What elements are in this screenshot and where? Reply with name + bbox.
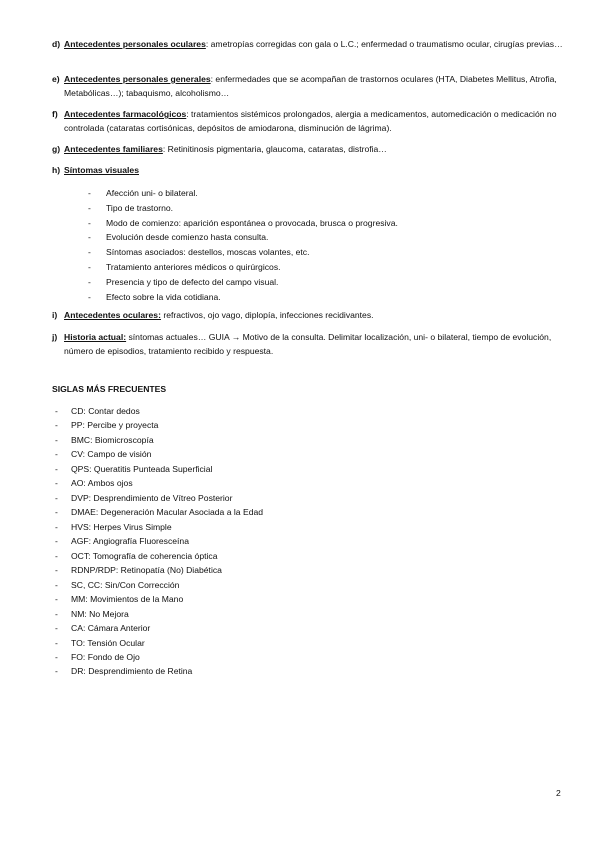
bullet-dash: - <box>55 521 58 532</box>
list-item <box>55 433 455 447</box>
item-current-history <box>52 330 572 358</box>
list-item <box>55 520 455 534</box>
list-item <box>55 462 455 476</box>
item-personal-ocular-history <box>52 37 572 51</box>
list-item <box>88 290 528 305</box>
item-text: : Retinitinosis pigmentaria, glaucoma, cataratas, distrofia… <box>162 144 387 154</box>
item-ocular-history <box>52 308 572 322</box>
list-item <box>88 275 528 290</box>
list-item <box>55 607 455 621</box>
item-title: Antecedentes personales oculares <box>64 39 206 49</box>
bullet-dash: - <box>55 651 58 662</box>
list-item <box>55 650 455 664</box>
list-item <box>55 534 455 548</box>
list-item-text: Síntomas asociados: destellos, moscas volantes, etc. <box>106 247 310 258</box>
bullet-dash: - <box>55 623 58 634</box>
abbreviation-text: DMAE: Degeneración Macular Asociada a la Edad <box>71 507 264 518</box>
item-letter: d) <box>52 39 61 49</box>
list-item-text: Tipo de trastorno. <box>106 202 174 213</box>
bullet-dash: - <box>55 406 58 416</box>
item-personal-general-history <box>52 72 572 100</box>
abbreviation-text: RDNP/RDP: Retinopatía (No) Diabética <box>71 565 222 576</box>
bullet-dash: - <box>55 594 58 605</box>
item-letter: g) <box>52 144 61 154</box>
bullet-dash: - <box>55 478 58 489</box>
list-item-text: Afección uni- o bilateral. <box>106 188 198 198</box>
item-letter: e) <box>52 74 60 84</box>
item-text: : tratamientos sistémicos prolongados, alergia a medicamentos, automedicación o medicación no controlada (cataratas cortisónicas, depósitos de amiodarona, disminución de lágrima). <box>64 109 557 133</box>
item-title: Antecedentes farmacológicos <box>64 109 187 119</box>
bullet-dash: - <box>55 608 58 619</box>
item-letter: f) <box>52 109 58 119</box>
item-text: refractivos, ojo vago, diplopía, infecciones recidivantes. <box>160 310 374 320</box>
abbreviation-text: NM: No Mejora <box>71 608 129 619</box>
list-item <box>55 636 455 650</box>
abbreviation-text: SC, CC: Sin/Con Corrección <box>71 579 180 590</box>
bullet-dash: - <box>55 449 58 460</box>
list-item <box>88 186 528 201</box>
item-text: síntomas actuales… GUIA → Motivo de la consulta. Delimitar localización, uni- o bilateral, tiempo de evolución, número de episodios, tratamiento recibido y respuesta. <box>64 332 552 356</box>
item-text: : enfermedades que se acompañan de trastornos oculares (HTA, Diabetes Mellitus, Atrofia, Metabólicas…); tabaquismo, alcoholismo… <box>64 74 557 98</box>
item-title: Antecedentes personales generales <box>64 74 211 84</box>
bullet-dash: - <box>55 492 58 503</box>
bullet-dash: - <box>55 579 58 590</box>
list-item <box>55 549 455 563</box>
abbreviation-text: DR: Desprendimiento de Retina <box>71 666 193 677</box>
list-item <box>88 260 528 275</box>
abbreviation-text: MM: Movimientos de la Mano <box>71 594 184 605</box>
item-title: Antecedentes oculares: <box>64 310 161 320</box>
abbreviation-text: AO: Ambos ojos <box>71 478 133 489</box>
list-item <box>55 578 455 592</box>
page-number: 2 <box>556 788 561 798</box>
abbreviation-text: CD: Contar dedos <box>71 406 140 416</box>
list-item-text: Modo de comienzo: aparición espontánea o provocada, brusca o progresiva. <box>106 217 398 228</box>
item-title: Historia actual: <box>64 332 127 342</box>
abbreviation-text: BMC: Biomicroscopía <box>71 434 154 445</box>
bullet-dash: - <box>55 507 58 518</box>
list-item <box>55 476 455 490</box>
list-item-text: Efecto sobre la vida cotidiana. <box>106 291 221 302</box>
bullet-dash: - <box>88 232 91 243</box>
bullet-dash: - <box>88 276 91 287</box>
bullet-dash: - <box>55 550 58 561</box>
abbreviation-text: CA: Cámara Anterior <box>71 623 151 634</box>
list-item <box>88 201 528 216</box>
bullet-dash: - <box>55 637 58 648</box>
bullet-dash: - <box>88 247 91 258</box>
abbreviation-text: CV: Campo de visión <box>71 449 152 460</box>
list-item-text: Evolución desde comienzo hasta consulta. <box>106 232 269 243</box>
bullet-dash: - <box>55 565 58 576</box>
item-title: Síntomas visuales <box>64 165 139 175</box>
list-item-text: Presencia y tipo de defecto del campo visual. <box>106 276 279 287</box>
abbreviation-text: OCT: Tomografía de coherencia óptica <box>71 550 218 561</box>
list-item <box>55 491 455 505</box>
bullet-dash: - <box>55 420 58 431</box>
list-item <box>55 505 455 519</box>
abbreviation-text: TO: Tensión Ocular <box>71 637 145 648</box>
bullet-dash: - <box>88 188 91 198</box>
symptoms-list <box>88 186 528 304</box>
item-body <box>64 330 572 358</box>
abbreviations-list <box>55 404 455 679</box>
list-item <box>55 592 455 606</box>
list-item-text: Tratamiento anteriores médicos o quirúrgicos. <box>106 261 281 272</box>
item-body <box>64 72 572 100</box>
bullet-dash: - <box>55 434 58 445</box>
abbreviation-text: DVP: Desprendimiento de Vítreo Posterior <box>71 492 233 503</box>
list-item <box>55 621 455 635</box>
item-body <box>64 163 572 177</box>
list-item <box>88 216 528 231</box>
bullet-dash: - <box>88 261 91 272</box>
item-body <box>64 142 572 156</box>
item-pharmacological-history <box>52 107 572 135</box>
bullet-dash: - <box>55 536 58 547</box>
bullet-dash: - <box>88 291 91 302</box>
abbreviation-text: HVS: Herpes Virus Simple <box>71 521 172 532</box>
bullet-dash: - <box>55 463 58 474</box>
item-letter: h) <box>52 165 61 175</box>
list-item <box>88 245 528 260</box>
list-item <box>55 664 455 678</box>
item-body <box>64 37 572 51</box>
bullet-dash: - <box>55 666 58 677</box>
abbreviation-text: QPS: Queratitis Punteada Superficial <box>71 463 213 474</box>
list-item <box>55 563 455 577</box>
list-item <box>55 404 455 418</box>
abbreviations-heading: SIGLAS MÁS FRECUENTES <box>52 384 167 394</box>
item-letter: j) <box>52 332 58 342</box>
item-visual-symptoms <box>52 163 572 177</box>
abbreviation-text: PP: Percibe y proyecta <box>71 420 159 431</box>
item-body <box>64 308 572 322</box>
item-body <box>64 107 572 135</box>
bullet-dash: - <box>88 202 91 213</box>
item-letter: i) <box>52 310 58 320</box>
list-item <box>88 230 528 245</box>
item-text: : ametropías corregidas con gala o L.C.; enfermedad o traumatismo ocular, cirugías previas… <box>205 39 563 49</box>
abbreviation-text: AGF: Angiografía Fluoresceína <box>71 536 189 547</box>
list-item <box>55 447 455 461</box>
list-item <box>55 418 455 432</box>
item-family-history <box>52 142 572 156</box>
bullet-dash: - <box>88 217 91 228</box>
abbreviation-text: FO: Fondo de Ojo <box>71 651 140 662</box>
item-title: Antecedentes familiares <box>64 144 163 154</box>
